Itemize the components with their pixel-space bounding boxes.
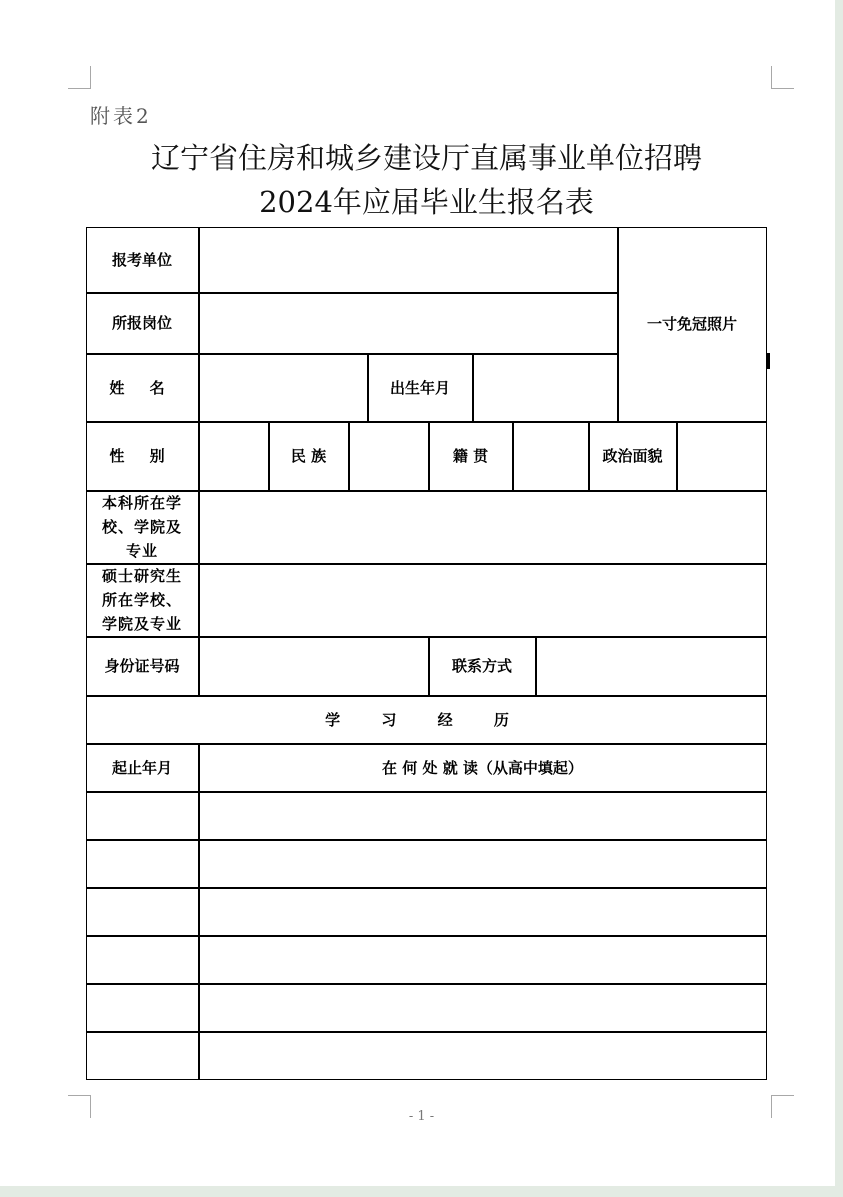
apply-post-field[interactable] xyxy=(199,293,618,354)
apply-post-label: 所报岗位 xyxy=(86,293,199,354)
native-place-label: 籍 贯 xyxy=(429,422,513,491)
master-label: 硕士研究生 所在学校、 学院及专业 xyxy=(86,564,199,637)
name-label: 姓 名 xyxy=(86,354,199,422)
form-title-line1: 辽宁省住房和城乡建设厅直属事业单位招聘 xyxy=(150,141,702,175)
id-number-field[interactable] xyxy=(199,637,429,696)
name-field[interactable] xyxy=(199,354,368,422)
apply-unit-label: 报考单位 xyxy=(86,227,199,293)
school-cell[interactable] xyxy=(199,1032,767,1080)
period-cell[interactable] xyxy=(86,888,199,936)
gender-field[interactable] xyxy=(199,422,269,491)
id-number-label: 身份证号码 xyxy=(86,637,199,696)
crop-mark-top-left xyxy=(68,66,91,89)
ethnicity-label: 民 族 xyxy=(269,422,349,491)
period-cell[interactable] xyxy=(86,936,199,984)
school-cell[interactable] xyxy=(199,984,767,1032)
registration-form-table xyxy=(86,227,767,1080)
school-cell[interactable] xyxy=(199,840,767,888)
period-cell[interactable] xyxy=(86,984,199,1032)
study-history-header: 学 习 经 历 xyxy=(86,696,767,744)
photo-box[interactable]: 一寸免冠照片 xyxy=(618,227,767,422)
master-field[interactable] xyxy=(199,564,767,637)
apply-unit-field[interactable] xyxy=(199,227,618,293)
school-header: 在 何 处 就 读（从高中填起） xyxy=(199,744,767,792)
gender-label: 性 别 xyxy=(86,422,199,491)
period-cell[interactable] xyxy=(86,792,199,840)
annex-label: 附表2 xyxy=(90,104,152,128)
school-cell[interactable] xyxy=(199,888,767,936)
contact-field[interactable] xyxy=(536,637,767,696)
period-header: 起止年月 xyxy=(86,744,199,792)
period-cell[interactable] xyxy=(86,840,199,888)
crop-mark-top-right xyxy=(771,66,794,89)
undergrad-field[interactable] xyxy=(199,491,767,564)
undergrad-label: 本科所在学 校、学院及 专业 xyxy=(86,491,199,564)
form-title-line2: 2024年应届毕业生报名表 xyxy=(259,185,594,219)
text-cursor xyxy=(767,353,770,369)
birth-label: 出生年月 xyxy=(368,354,473,422)
birth-field[interactable] xyxy=(473,354,618,422)
school-cell[interactable] xyxy=(199,792,767,840)
page-number: - 1 - xyxy=(408,1109,435,1124)
native-place-field[interactable] xyxy=(513,422,589,491)
school-cell[interactable] xyxy=(199,936,767,984)
political-status-field[interactable] xyxy=(677,422,767,491)
contact-label: 联系方式 xyxy=(429,637,536,696)
ethnicity-field[interactable] xyxy=(349,422,429,491)
political-status-label: 政治面貌 xyxy=(589,422,677,491)
period-cell[interactable] xyxy=(86,1032,199,1080)
